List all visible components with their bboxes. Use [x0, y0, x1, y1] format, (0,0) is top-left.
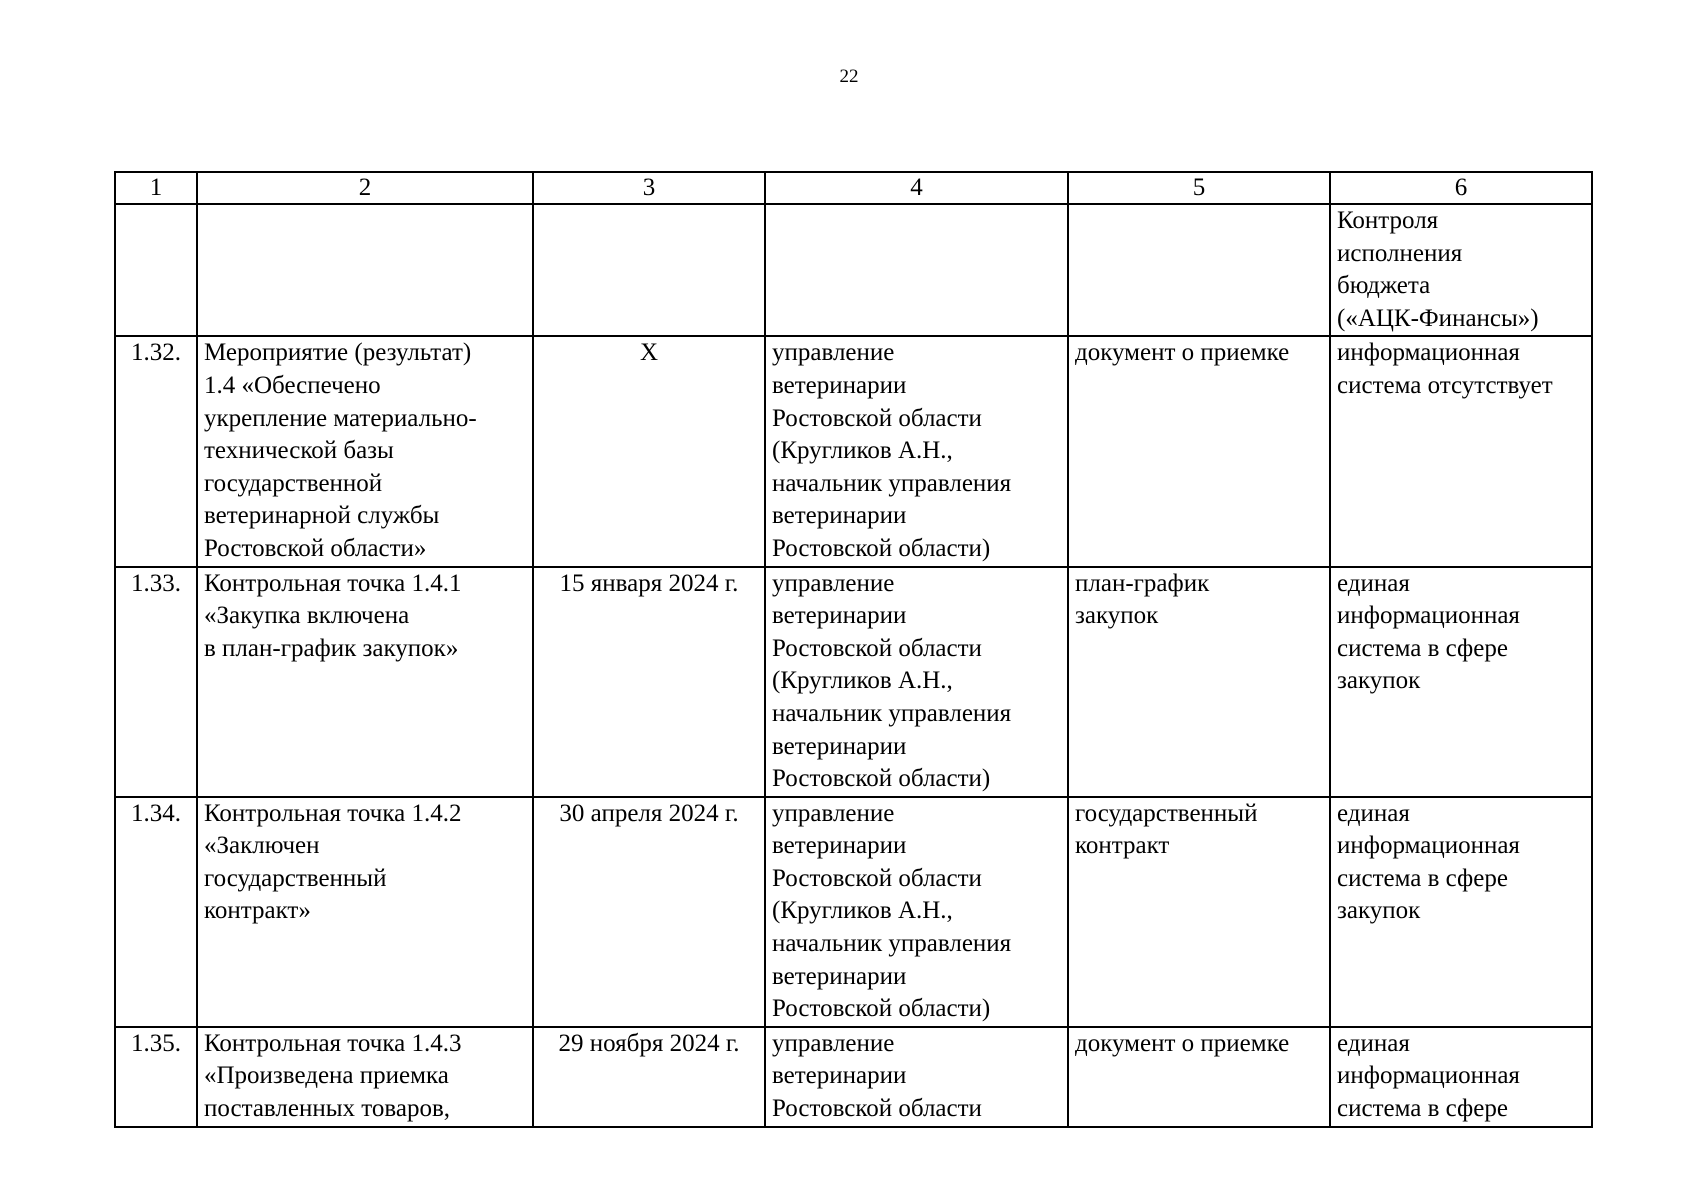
table-header-row [115, 172, 1592, 204]
item-name-cell: Контрольная точка 1.4.3 «Произведена приемка поставленных товаров, [197, 1027, 533, 1127]
table-row [115, 1027, 1592, 1127]
column-header: 4 [765, 172, 1068, 204]
column-header: 3 [533, 172, 765, 204]
document-cell: план-график закупок [1068, 567, 1330, 797]
date-cell [533, 204, 765, 336]
info-system-cell: единая информационная система в сфере [1330, 1027, 1592, 1127]
row-number-cell: 1.32. [115, 336, 197, 566]
date-cell: 30 апреля 2024 г. [533, 797, 765, 1027]
column-header: 2 [197, 172, 533, 204]
row-number-cell [115, 204, 197, 336]
date-cell: 15 января 2024 г. [533, 567, 765, 797]
control-points-table [114, 171, 1593, 1128]
info-system-cell: Контроля исполнения бюджета («АЦК-Финансы») [1330, 204, 1592, 336]
document-cell: документ о приемке [1068, 1027, 1330, 1127]
responsible-cell [765, 204, 1068, 336]
table-row [115, 204, 1592, 336]
responsible-cell: управление ветеринарии Ростовской области (Кругликов А.Н., начальник управления ветеринарии Ростовской области) [765, 567, 1068, 797]
table-row [115, 567, 1592, 797]
row-number-cell: 1.33. [115, 567, 197, 797]
column-header: 6 [1330, 172, 1592, 204]
column-header: 1 [115, 172, 197, 204]
item-name-cell: Контрольная точка 1.4.1 «Закупка включена в план-график закупок» [197, 567, 533, 797]
item-name-cell: Мероприятие (результат) 1.4 «Обеспечено укрепление материально- технической базы государственной ветеринарной службы Ростовской области» [197, 336, 533, 566]
info-system-cell: единая информационная система в сфере закупок [1330, 567, 1592, 797]
info-system-cell: информационная система отсутствует [1330, 336, 1592, 566]
table-row [115, 797, 1592, 1027]
row-number-cell: 1.34. [115, 797, 197, 1027]
table-row [115, 336, 1592, 566]
responsible-cell: управление ветеринарии Ростовской области (Кругликов А.Н., начальник управления ветеринарии Ростовской области) [765, 797, 1068, 1027]
document-cell: документ о приемке [1068, 336, 1330, 566]
document-cell: государственный контракт [1068, 797, 1330, 1027]
date-cell: Х [533, 336, 765, 566]
page-number: 22 [839, 66, 859, 87]
responsible-cell: управление ветеринарии Ростовской области (Кругликов А.Н., начальник управления ветеринарии Ростовской области) [765, 336, 1068, 566]
item-name-cell [197, 204, 533, 336]
document-cell [1068, 204, 1330, 336]
date-cell: 29 ноября 2024 г. [533, 1027, 765, 1127]
column-header: 5 [1068, 172, 1330, 204]
row-number-cell: 1.35. [115, 1027, 197, 1127]
item-name-cell: Контрольная точка 1.4.2 «Заключен государственный контракт» [197, 797, 533, 1027]
responsible-cell: управление ветеринарии Ростовской области [765, 1027, 1068, 1127]
info-system-cell: единая информационная система в сфере закупок [1330, 797, 1592, 1027]
